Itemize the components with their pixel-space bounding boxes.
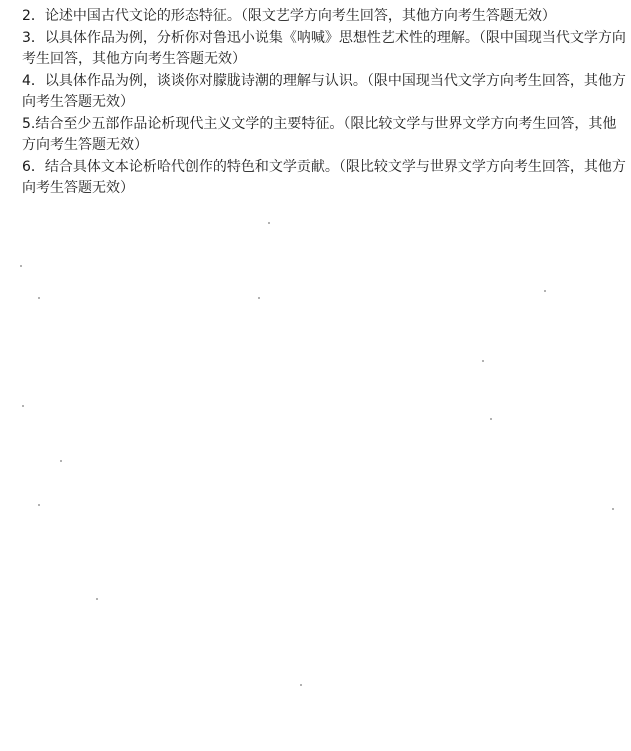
question-6: 6．结合具体文本论析哈代创作的特色和文学贡献。（限比较文学与世界文学方向考生回答，其他方向考生答题无效） <box>22 159 626 196</box>
scan-speck <box>258 297 260 299</box>
question-3: 3．以具体作品为例，分析你对鲁迅小说集《呐喊》思想性艺术性的理解。（限中国现当代文学方向考生回答，其他方向考生答题无效） <box>22 30 626 67</box>
scan-speck <box>60 460 62 462</box>
question-2: 2．论述中国古代文论的形态特征。（限文艺学方向考生回答，其他方向考生答题无效） <box>22 8 556 24</box>
scan-speck <box>490 418 492 420</box>
scan-speck <box>612 508 614 510</box>
question-5: 5.结合至少五部作品论析现代主义文学的主要特征。（限比较文学与世界文学方向考生回答，其他方向考生答题无效） <box>22 116 617 153</box>
scan-speck <box>38 504 40 506</box>
scan-speck <box>300 684 302 686</box>
question-list <box>22 6 626 200</box>
scan-speck <box>96 598 98 600</box>
question-4: 4．以具体作品为例，谈谈你对朦胧诗潮的理解与认识。（限中国现当代文学方向考生回答，其他方向考生答题无效） <box>22 73 626 110</box>
scan-speck <box>268 222 270 224</box>
scan-speck <box>482 360 484 362</box>
scan-speck <box>20 265 22 267</box>
scan-speck <box>22 405 24 407</box>
scan-speck <box>38 297 40 299</box>
scan-speck <box>544 290 546 292</box>
